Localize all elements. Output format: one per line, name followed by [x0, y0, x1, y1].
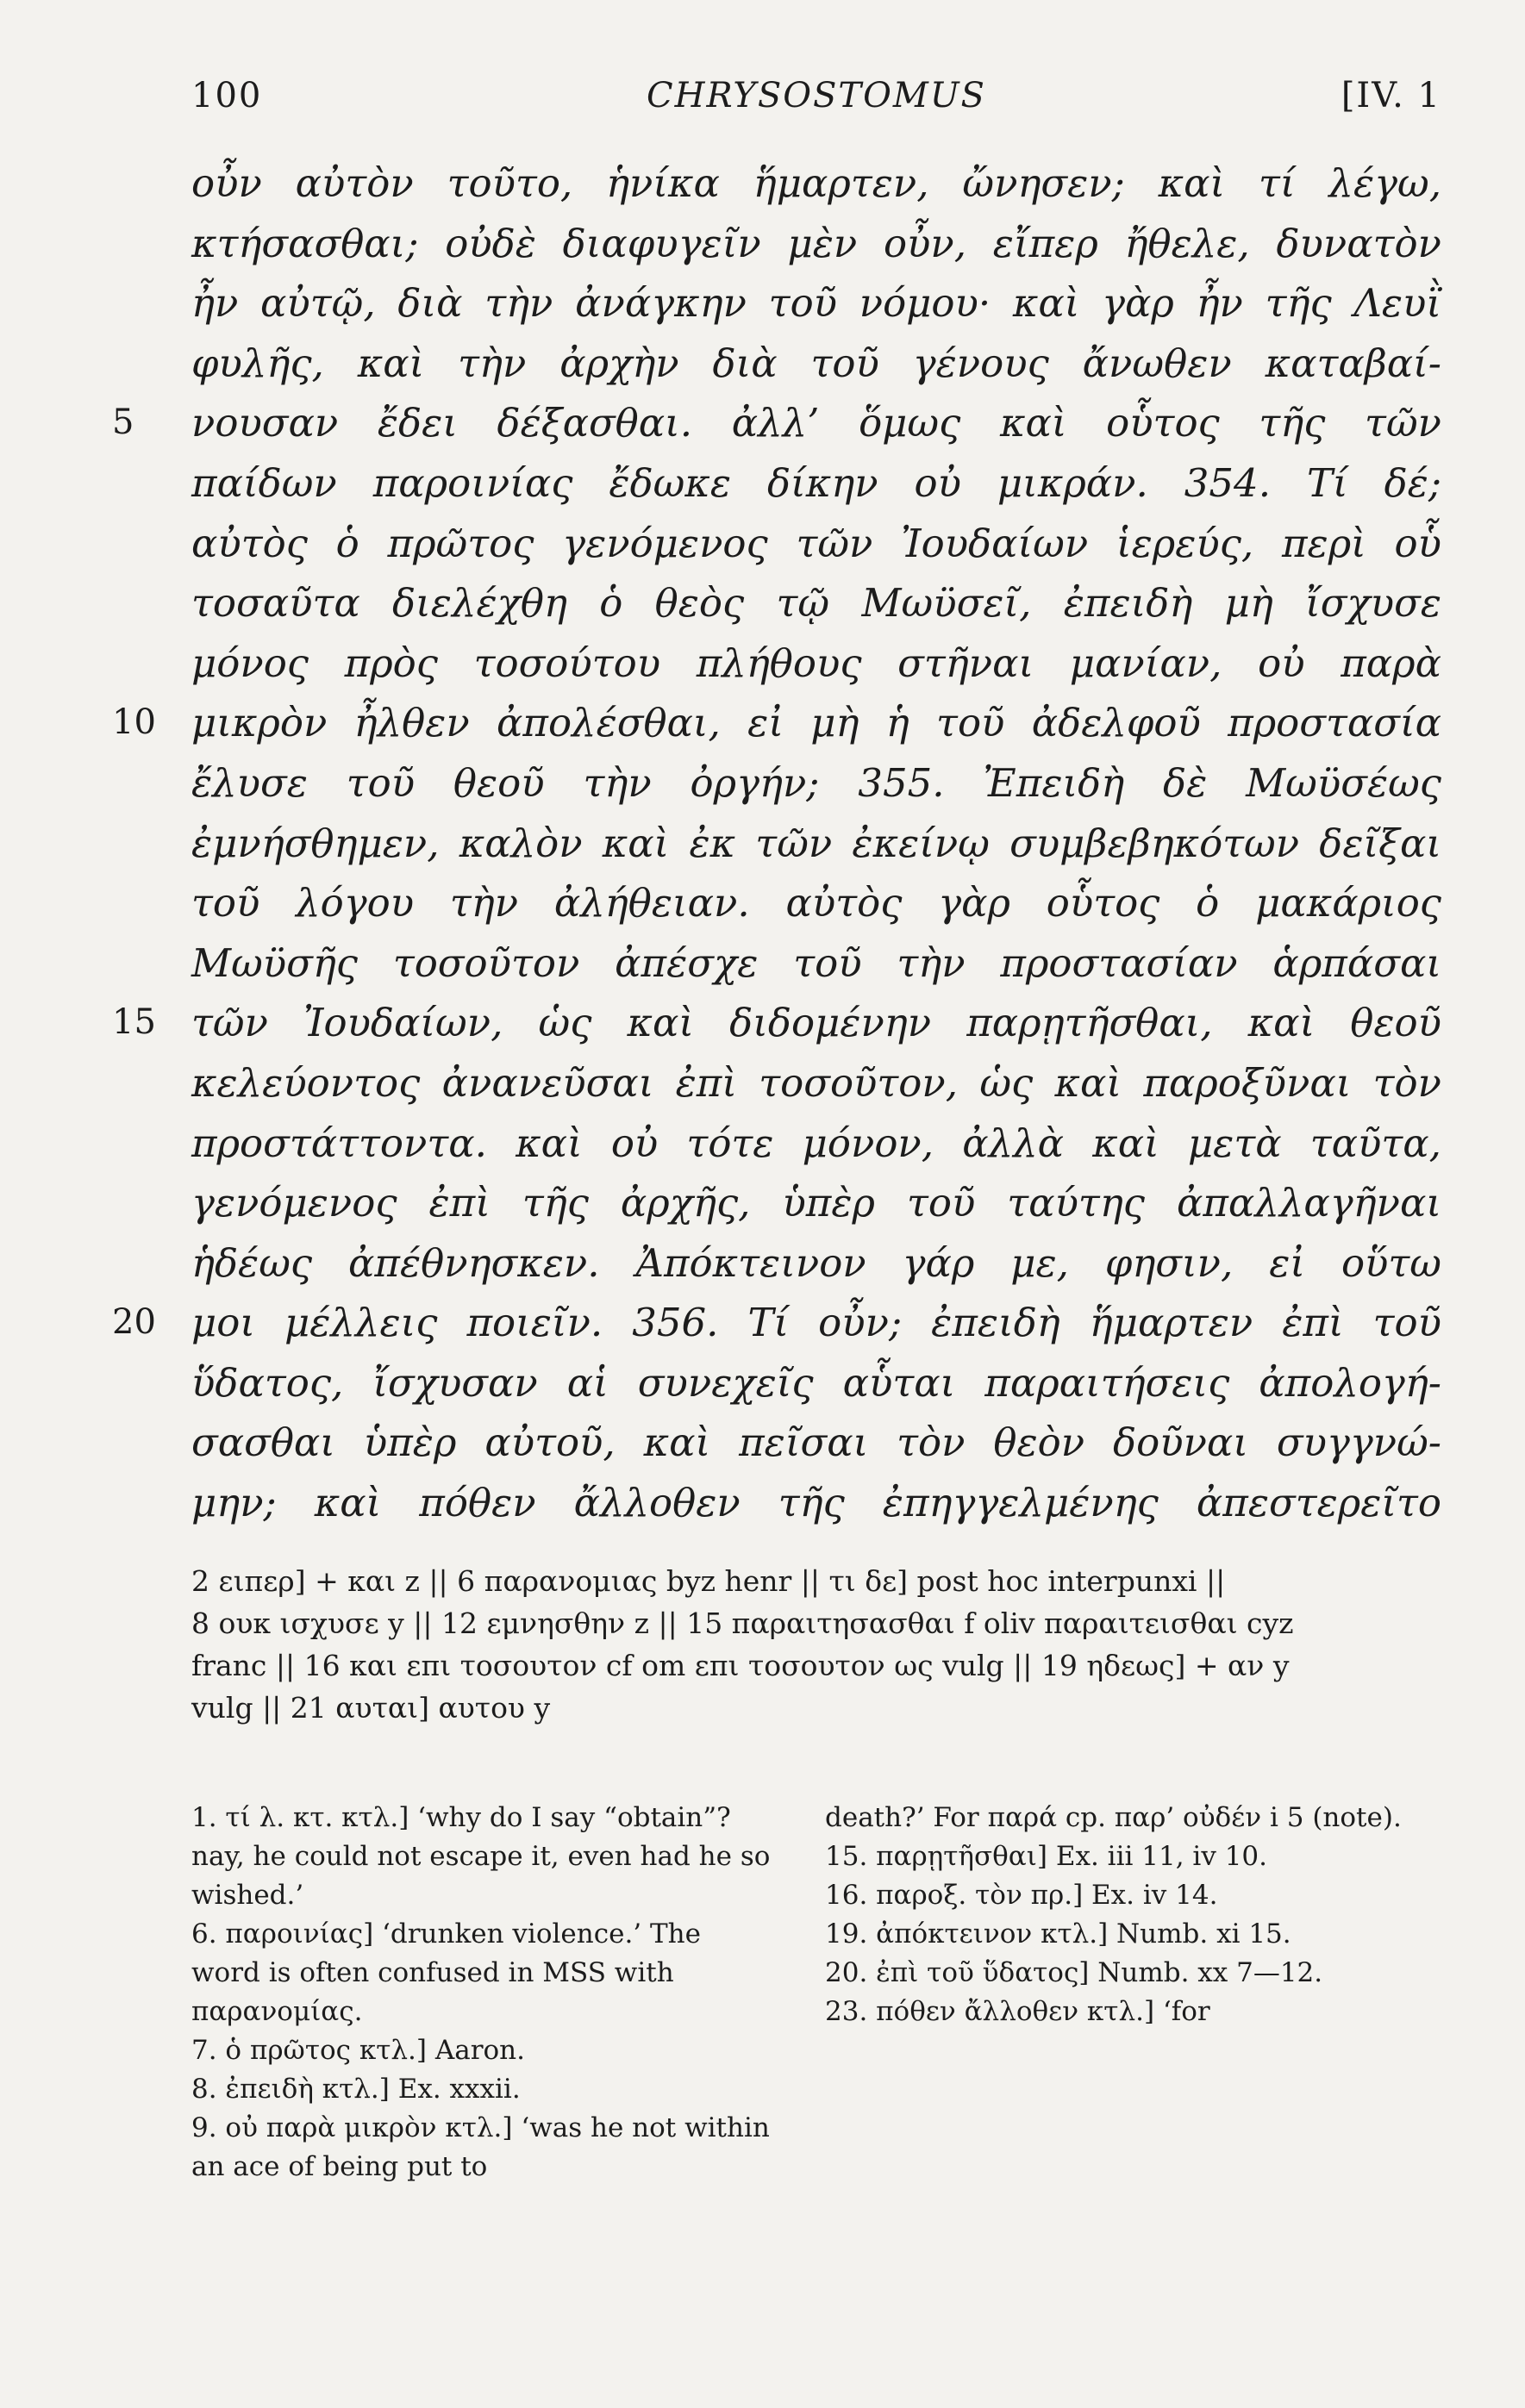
commentary-note: 16. παροξ. τὸν πρ.] Ex. iv 14. — [825, 1880, 1218, 1911]
line-number: 15 — [112, 1002, 156, 1043]
running-header — [191, 76, 1441, 128]
line-text: παίδων παροινίας ἔδωκε δίκην οὐ μικράν. 354. Τί δέ; — [191, 459, 1441, 506]
line-text: ἦν αὐτῷ, διὰ τὴν ἀνάγκην τοῦ νόμου· καὶ γὰρ ἦν τῆς Λευῒ — [191, 280, 1441, 327]
text-line — [191, 1053, 1441, 1114]
line-text: ἔλυσε τοῦ θεοῦ τὴν ὀργήν; 355. Ἐπειδὴ δὲ Μωϋσέως — [191, 759, 1441, 806]
line-text: προστάττοντα. καὶ οὐ τότε μόνον, ἀλλὰ καὶ μετὰ ταῦτα, — [191, 1120, 1441, 1166]
commentary-note: 23. πόθεν ἄλλοθεν κτλ.] ‘for — [825, 1996, 1210, 2027]
line-number: 20 — [112, 1302, 156, 1343]
line-text: κελεύοντος ἀνανεῦσαι ἐπὶ τοσοῦτον, ὡς καὶ παροξῦναι τὸν — [191, 1059, 1441, 1106]
commentary-note: 19. ἀπόκτεινον κτλ.] Numb. xi 15. — [825, 1918, 1291, 1949]
text-line — [191, 453, 1441, 514]
line-text: τοσαῦτα διελέχθη ὁ θεὸς τῷ Μωϋσεῖ, ἐπειδὴ μὴ ἴσχυσε — [191, 580, 1441, 627]
text-line — [191, 1233, 1441, 1294]
line-text: τοῦ λόγου τὴν ἀλήθειαν. αὐτὸς γὰρ οὗτος ὁ μακάριος — [191, 880, 1441, 926]
text-line — [191, 1173, 1441, 1233]
commentary-note: 7. ὁ πρῶτος κτλ.] Aaron. — [191, 2035, 526, 2066]
line-number: 5 — [112, 402, 134, 443]
line-text: αὐτὸς ὁ πρῶτος γενόμενος τῶν Ἰουδαίων ἱερεύς, περὶ οὗ — [191, 520, 1441, 566]
commentary-note: 20. ἐπὶ τοῦ ὕδατος] Numb. xx 7—12. — [825, 1957, 1323, 1988]
notes-column-right — [825, 1799, 1441, 2031]
line-text: μην; καὶ πόθεν ἄλλοθεν τῆς ἐπηγγελμένης ἀπεστερεῖτο — [191, 1480, 1441, 1526]
line-text: οὖν αὐτὸν τοῦτο, ἡνίκα ἥμαρτεν, ὤνησεν; καὶ τί λέγω, — [191, 160, 1441, 206]
line-text: ἡδέως ἀπέθνησκεν. Ἀπόκτεινον γάρ με, φησιν, εἰ οὕτω — [191, 1239, 1441, 1286]
line-number: 10 — [112, 702, 156, 743]
text-line — [191, 153, 1441, 214]
text-line — [191, 1114, 1441, 1174]
line-text: Μωϋσῆς τοσοῦτον ἀπέσχε τοῦ τὴν προστασίαν ἁρπάσαι — [191, 939, 1441, 986]
text-line — [191, 814, 1441, 874]
text-line — [112, 393, 1441, 453]
text-line — [191, 633, 1441, 694]
line-text: γενόμενος ἐπὶ τῆς ἀρχῆς, ὑπὲρ τοῦ ταύτης ἀπαλλαγῆναι — [191, 1180, 1441, 1226]
text-line — [112, 693, 1441, 753]
commentary-note: death?’ For παρά cp. παρ’ οὐδέν i 5 (note). — [825, 1802, 1402, 1833]
text-line — [191, 514, 1441, 574]
apparatus-line: 2 ειπερ] + και z || 6 παρανομιας byz henr || τι δε] post hoc interpunxi || — [191, 1564, 1226, 1598]
text-line — [191, 1413, 1441, 1473]
line-text: τῶν Ἰουδαίων, ὡς καὶ διδομένην παρῃτῆσθαι, καὶ θεοῦ — [191, 1000, 1441, 1046]
line-text: μόνος πρὸς τοσούτου πλήθους στῆναι μανίαν, οὐ παρὰ — [191, 639, 1441, 686]
text-line — [191, 573, 1441, 633]
running-title: CHRYSOSTOMUS — [647, 76, 986, 115]
page-number: 100 — [191, 76, 263, 115]
line-text: μικρὸν ἦλθεν ἀπολέσθαι, εἰ μὴ ἡ τοῦ ἀδελφοῦ προστασία — [191, 700, 1441, 746]
commentary-note: 1. τί λ. κτ. κτλ.] ‘why do I say “obtain”? nay, he could not escape it, even had he so wished.’ — [191, 1802, 771, 1911]
text-line — [191, 273, 1441, 334]
line-text: ἐμνήσθημεν, καλὸν καὶ ἐκ τῶν ἐκείνῳ συμβεβηκότων δεῖξαι — [191, 820, 1441, 866]
line-text: νουσαν ἔδει δέξασθαι. ἀλλ’ ὅμως καὶ οὗτος τῆς τῶν — [191, 400, 1441, 446]
line-text: ὕδατος, ἴσχυσαν αἱ συνεχεῖς αὗται παραιτήσεις ἀπολογή- — [191, 1359, 1441, 1406]
critical-apparatus — [191, 1560, 1441, 1729]
commentary-note: 8. ἐπειδὴ κτλ.] Ex. xxxii. — [191, 2074, 521, 2105]
text-line — [191, 933, 1441, 994]
text-line — [191, 334, 1441, 394]
commentary-note: 6. παροινίας] ‘drunken violence.’ The word is often confused in MSS with παρανομίας. — [191, 1918, 701, 2027]
line-text: φυλῆς, καὶ τὴν ἀρχὴν διὰ τοῦ γένους ἄνωθεν καταβαί- — [191, 340, 1441, 386]
text-line — [191, 873, 1441, 933]
line-text: κτήσασθαι; οὐδὲ διαφυγεῖν μὲν οὖν, εἴπερ ἤθελε, δυνατὸν — [191, 220, 1441, 266]
commentary-note: 15. παρῃτῆσθαι] Ex. iii 11, iv 10. — [825, 1841, 1267, 1872]
line-text: μοι μέλλεις ποιεῖν. 356. Τί οὖν; ἐπειδὴ ἥμαρτεν ἐπὶ τοῦ — [191, 1300, 1441, 1346]
text-line — [191, 214, 1441, 274]
apparatus-line: 8 ουκ ισχυσε y || 12 εμνησθην z || 15 παραιτησασθαι f oliv παραιτεισθαι cyz — [191, 1606, 1294, 1640]
apparatus-line: franc || 16 και επι τοσουτον cf om επι τοσουτον ως vulg || 19 ηδεως] + αν y — [191, 1649, 1290, 1682]
text-line — [191, 1353, 1441, 1413]
section-reference: [IV. 1 — [1341, 76, 1441, 115]
line-text: σασθαι ὑπὲρ αὐτοῦ, καὶ πεῖσαι τὸν θεὸν δοῦναι συγγνώ- — [191, 1419, 1441, 1466]
text-line — [191, 753, 1441, 814]
text-line — [112, 993, 1441, 1053]
commentary-note: 9. οὐ παρὰ μικρὸν κτλ.] ‘was he not within an ace of being put to — [191, 2112, 770, 2182]
greek-text-body — [112, 153, 1441, 1533]
text-line — [112, 1293, 1441, 1353]
text-line — [191, 1473, 1441, 1533]
apparatus-line: vulg || 21 αυται] αυτου y — [191, 1691, 551, 1725]
notes-column-left — [191, 1799, 778, 2187]
